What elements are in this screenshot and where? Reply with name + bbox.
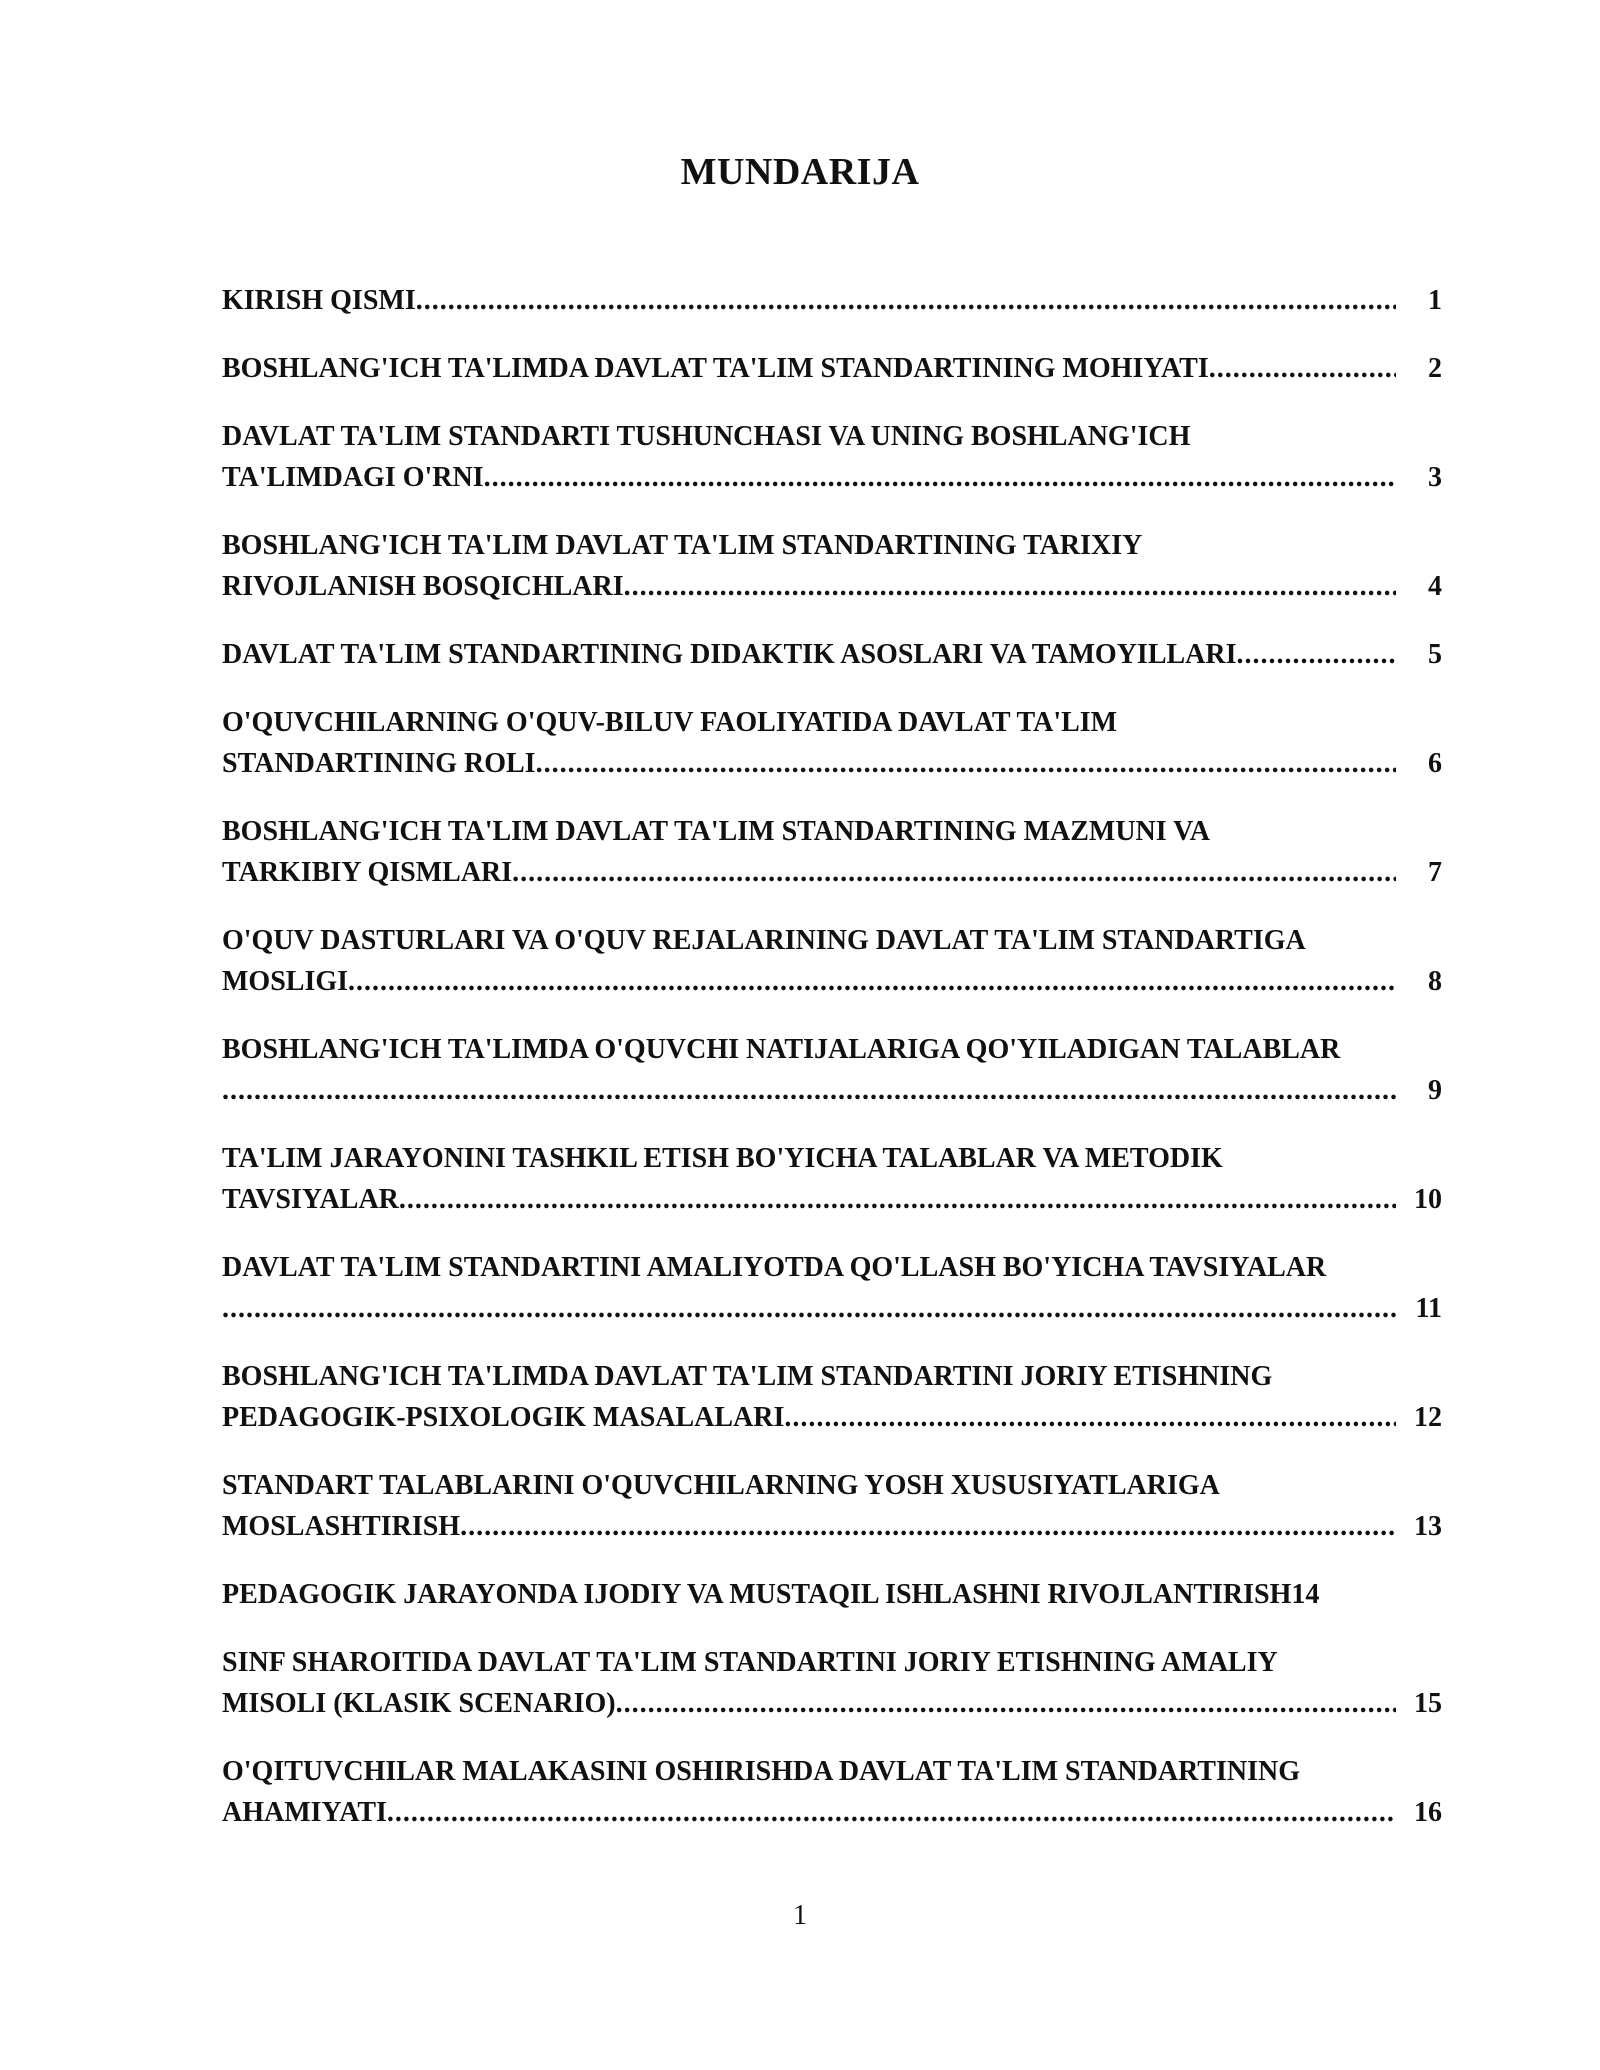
toc-entry[interactable] bbox=[222, 525, 1442, 607]
toc-page-number: 8 bbox=[1428, 966, 1442, 997]
dot-leader bbox=[1237, 634, 1396, 675]
toc-entry-line bbox=[222, 566, 1442, 607]
toc-entry-line bbox=[222, 457, 1442, 498]
toc-page-number: 3 bbox=[1428, 462, 1442, 493]
toc-entry-line bbox=[222, 1397, 1442, 1438]
toc-page-number: 5 bbox=[1428, 639, 1442, 670]
toc-entry-title: KIRISH QISMI bbox=[222, 285, 416, 316]
toc-entry-title-line: BOSHLANG'ICH TA'LIMDA O'QUVCHI NATIJALARIGA QO'YILADIGAN TALABLAR bbox=[222, 1034, 1341, 1065]
toc-page-number: 4 bbox=[1428, 571, 1442, 602]
toc-entry-line bbox=[222, 1792, 1442, 1833]
toc-page-number: 6 bbox=[1428, 748, 1442, 779]
toc-entry-title: STANDARTINING ROLI bbox=[222, 748, 536, 779]
dot-leader bbox=[484, 457, 1396, 498]
toc-page-number: 2 bbox=[1428, 353, 1442, 384]
toc-entry-line bbox=[222, 1574, 1442, 1615]
toc-entry-title: AHAMIYATI bbox=[222, 1797, 387, 1828]
dot-leader bbox=[536, 743, 1396, 784]
toc-entry-line bbox=[222, 852, 1442, 893]
toc-page-number: 15 bbox=[1414, 1688, 1442, 1719]
toc-entry[interactable] bbox=[222, 280, 1442, 321]
toc-entry-title: MISOLI (KLASIK SCENARIO) bbox=[222, 1688, 616, 1719]
toc-entry[interactable] bbox=[222, 1465, 1442, 1547]
toc-entry-title: RIVOJLANISH BOSQICHLARI bbox=[222, 571, 624, 602]
dot-leader bbox=[399, 1179, 1396, 1220]
toc-entry-title-line: DAVLAT TA'LIM STANDARTI TUSHUNCHASI VA UNING BOSHLANG'ICH bbox=[222, 421, 1191, 452]
toc-entry-title: BOSHLANG'ICH TA'LIMDA DAVLAT TA'LIM STANDARTINING MOHIYATI bbox=[222, 353, 1209, 384]
toc-entry-title: TARKIBIY QISMLARI bbox=[222, 857, 513, 888]
dot-leader bbox=[784, 1397, 1396, 1438]
page-title: MUNDARIJA bbox=[680, 151, 920, 193]
toc-entry-title: MOSLASHTIRISH bbox=[222, 1511, 461, 1542]
toc-entry[interactable] bbox=[222, 1574, 1442, 1615]
toc-entry-line bbox=[222, 280, 1442, 321]
toc-entry[interactable] bbox=[222, 1138, 1442, 1220]
toc-entry[interactable] bbox=[222, 811, 1442, 893]
page-number: 1 bbox=[793, 1900, 807, 1931]
toc-page-number: 9 bbox=[1428, 1075, 1442, 1106]
toc-page-number: 13 bbox=[1414, 1511, 1442, 1542]
toc-page-number: 12 bbox=[1414, 1402, 1442, 1433]
toc-entry[interactable] bbox=[222, 920, 1442, 1002]
toc-entry[interactable] bbox=[222, 348, 1442, 389]
toc-entry-title-line: SINF SHAROITIDA DAVLAT TA'LIM STANDARTINI JORIY ETISHNING AMALIY bbox=[222, 1647, 1278, 1678]
dot-leader bbox=[624, 566, 1396, 607]
toc-entry-line bbox=[222, 743, 1442, 784]
toc-entry-title-line: O'QITUVCHILAR MALAKASINI OSHIRISHDA DAVLAT TA'LIM STANDARTINING bbox=[222, 1756, 1300, 1787]
toc-entry-title: MOSLIGI bbox=[222, 966, 349, 997]
toc-entry-title: TA'LIMDAGI O'RNI bbox=[222, 462, 484, 493]
table-of-contents bbox=[222, 280, 1442, 1860]
toc-page-number: 14 bbox=[1291, 1579, 1320, 1610]
toc-entry-title-line: BOSHLANG'ICH TA'LIMDA DAVLAT TA'LIM STANDARTINI JORIY ETISHNING bbox=[222, 1361, 1273, 1392]
toc-entry-title-line: STANDART TALABLARINI O'QUVCHILARNING YOSH XUSUSIYATLARIGA bbox=[222, 1470, 1220, 1501]
dot-leader bbox=[348, 961, 1396, 1002]
toc-entry-line bbox=[222, 1506, 1442, 1547]
toc-entry-line bbox=[222, 1683, 1442, 1724]
toc-entry-title-line: TA'LIM JARAYONINI TASHKIL ETISH BO'YICHA TALABLAR VA METODIK bbox=[222, 1143, 1223, 1174]
toc-entry-line bbox=[222, 1179, 1442, 1220]
toc-entry-title: TAVSIYALAR bbox=[222, 1184, 399, 1215]
toc-entry-title-line: O'QUVCHILARNING O'QUV-BILUV FAOLIYATIDA DAVLAT TA'LIM bbox=[222, 707, 1118, 738]
dot-leader bbox=[222, 1070, 1396, 1111]
toc-entry[interactable] bbox=[222, 1247, 1442, 1329]
dot-leader bbox=[1209, 348, 1396, 389]
toc-entry-title: PEDAGOGIK JARAYONDA IJODIY VA MUSTAQIL ISHLASHNI RIVOJLANTIRISH bbox=[222, 1579, 1292, 1610]
dot-leader bbox=[460, 1506, 1396, 1547]
toc-entry[interactable] bbox=[222, 702, 1442, 784]
toc-entry-title-line: O'QUV DASTURLARI VA O'QUV REJALARINING DAVLAT TA'LIM STANDARTIGA bbox=[222, 925, 1306, 956]
toc-entry-title-line: BOSHLANG'ICH TA'LIM DAVLAT TA'LIM STANDARTINING MAZMUNI VA bbox=[222, 816, 1210, 847]
toc-entry[interactable] bbox=[222, 1356, 1442, 1438]
dot-leader bbox=[512, 852, 1396, 893]
dot-leader bbox=[387, 1792, 1396, 1833]
toc-entry-title: DAVLAT TA'LIM STANDARTINING DIDAKTIK ASOSLARI VA TAMOYILLARI bbox=[222, 639, 1237, 670]
toc-entry[interactable] bbox=[222, 634, 1442, 675]
dot-leader bbox=[616, 1683, 1396, 1724]
toc-page-number: 7 bbox=[1428, 857, 1442, 888]
toc-page-number: 10 bbox=[1414, 1184, 1442, 1215]
toc-page-number: 1 bbox=[1428, 285, 1442, 316]
dot-leader bbox=[416, 280, 1396, 321]
dot-leader bbox=[222, 1288, 1396, 1329]
toc-page-number: 11 bbox=[1415, 1293, 1442, 1324]
toc-entry-line bbox=[222, 1288, 1442, 1329]
toc-entry-line bbox=[222, 1070, 1442, 1111]
toc-entry-line bbox=[222, 961, 1442, 1002]
toc-entry-line bbox=[222, 634, 1442, 675]
toc-entry-line bbox=[222, 348, 1442, 389]
toc-entry[interactable] bbox=[222, 1642, 1442, 1724]
toc-page-number: 16 bbox=[1414, 1797, 1442, 1828]
toc-entry[interactable] bbox=[222, 1751, 1442, 1833]
toc-entry[interactable] bbox=[222, 1029, 1442, 1111]
toc-entry-title-line: DAVLAT TA'LIM STANDARTINI AMALIYOTDA QO'LLASH BO'YICHA TAVSIYALAR bbox=[222, 1252, 1327, 1283]
toc-entry-title-line: BOSHLANG'ICH TA'LIM DAVLAT TA'LIM STANDARTINING TARIXIY bbox=[222, 530, 1143, 561]
toc-entry[interactable] bbox=[222, 416, 1442, 498]
toc-entry-title: PEDAGOGIK-PSIXOLOGIK MASALALARI bbox=[222, 1402, 785, 1433]
